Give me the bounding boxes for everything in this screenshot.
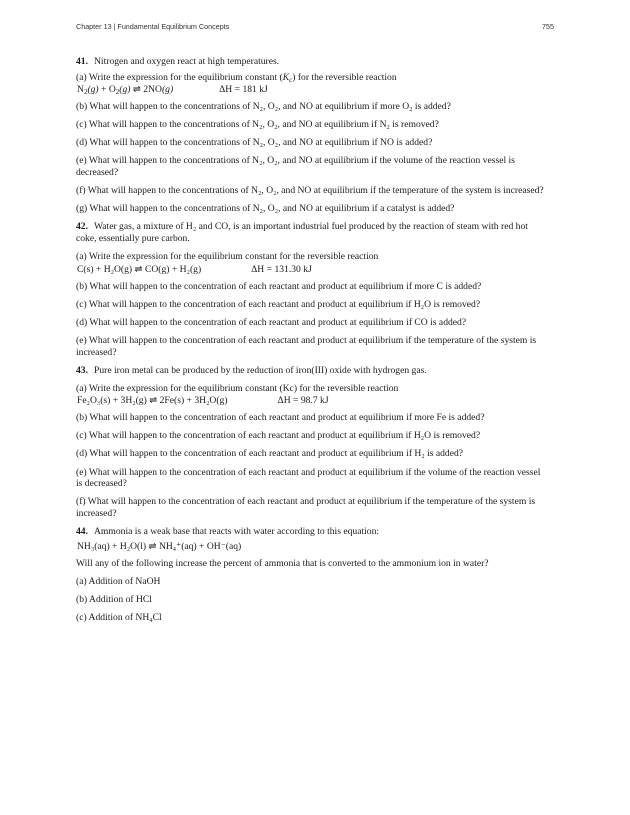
question-43-intro	[76, 365, 548, 377]
question-41-part-c: (c) What will happen to the concentrations of N₂, O₂, and NO at equilibrium if N₂ is removed?	[76, 119, 439, 131]
question-44-part-a: (a) Addition of NaOH	[76, 575, 161, 587]
question-43-part-e: (e) What will happen to the concentration of each reactant and product at equilibrium if the volume of the reaction vessel is decreased?	[76, 466, 541, 490]
question-43-part-a: (a) Write the expression for the equilibrium constant (Kc) for the reversible reaction	[76, 382, 399, 394]
question-42-enthalpy: ΔH = 131.30 kJ	[251, 263, 312, 275]
question-43-part-c: (c) What will happen to the concentration of each reactant and product at equilibrium if H₂O is removed?	[76, 430, 481, 442]
question-42-part-d: (d) What will happen to the concentration of each reactant and product at equilibrium if CO is added?	[76, 316, 467, 328]
question-41-part-f: (f) What will happen to the concentrations of N₂, O₂, and NO at equilibrium if the temperature of the system is increased?	[76, 185, 544, 197]
question-41-part-a: (a) Write the expression for the equilibrium constant $(K_c)$ for the reversible reaction	[76, 71, 397, 84]
question-41-number: 41.	[76, 56, 88, 67]
question-41-enthalpy: ΔH = 181 kJ	[219, 84, 268, 96]
question-43-number: 43.	[76, 364, 88, 376]
question-41-intro	[76, 56, 548, 68]
question-43-equation: Fe₂O₃(s) + 3H₂(g) ⇌ 2Fe(s) + 3H₂O(g) ΔH = 98.7 kJ	[77, 395, 329, 407]
question-44-number: 44.	[76, 525, 88, 537]
question-42-equation: C(s) + H₂O(g) ⇌ CO(g) + H₂(g) ΔH = 131.30 kJ	[77, 263, 312, 275]
question-44-equation: NH₃(aq) + H₂O(l) ⇌ NH₄⁺(aq) + OH⁻(aq)	[77, 540, 242, 552]
question-41-part-b: (b) What will happen to the concentrations of N₂, O₂, and NO at equilibrium if more O₂ is added?	[76, 101, 451, 113]
question-41-text: Nitrogen and oxygen react at high temperatures.	[94, 56, 280, 67]
question-42-intro	[76, 221, 548, 244]
question-41-part-d: (d) What will happen to the concentrations of N₂, O₂, and NO at equilibrium if NO is added?	[76, 137, 433, 149]
question-43-part-f: (f) What will happen to the concentration of each reactant and product at equilibrium if the temperature of the system is increased?	[76, 496, 536, 519]
question-42-part-b: (b) What will happen to the concentration of each reactant and product at equilibrium if more C is added?	[76, 280, 482, 292]
question-44-part-b: (b) Addition of HCl	[76, 593, 152, 605]
question-42-text: Water gas, a mixture of H₂ and CO, is an important industrial fuel produced by the reaction of steam with red hot coke, essentially pure carbon.	[76, 221, 528, 244]
question-42-part-a: (a) Write the expression for the equilibrium constant for the reversible reaction	[76, 251, 379, 263]
page-number: 755	[542, 22, 554, 31]
question-43-part-b: (b) What will happen to the concentration of each reactant and product at equilibrium if more Fe is added?	[76, 412, 485, 424]
question-44-question: Will any of the following increase the percent of ammonia that is converted to the ammonium ion in water?	[76, 557, 489, 569]
question-43-enthalpy: ΔH = 98.7 kJ	[277, 395, 329, 407]
chapter-title: Chapter 13 | Fundamental Equilibrium Concepts	[76, 22, 230, 31]
question-42-number: 42.	[76, 221, 88, 233]
question-44-text: Ammonia is a weak base that reacts with water according to this equation:	[94, 525, 380, 537]
question-41-part-g: (g) What will happen to the concentrations of N₂, O₂, and NO at equilibrium if a catalyst is added?	[76, 203, 455, 215]
question-44-part-c: (c) Addition of NH₄Cl	[76, 611, 162, 623]
question-43-part-d: (d) What will happen to the concentration of each reactant and product at equilibrium if H₂ is added?	[76, 448, 464, 460]
question-44-intro	[76, 526, 548, 538]
question-41-equation: $N_2(g) + O_2(g)$ ⇌ 2NO(g) ΔH = 181 kJ	[77, 84, 268, 97]
question-41-part-e: (e) What will happen to the concentrations of N₂, O₂, and NO at equilibrium if the volume of the reaction vessel is decreased?	[76, 155, 515, 179]
question-42-part-e: (e) What will happen to the concentration of each reactant and product at equilibrium if the temperature of the system is increased?	[76, 334, 537, 358]
question-42-part-c: (c) What will happen to the concentration of each reactant and product at equilibrium if H₂O is removed?	[76, 298, 481, 310]
question-43-text: Pure iron metal can be produced by the reduction of iron(III) oxide with hydrogen gas.	[94, 364, 427, 376]
page-content	[76, 56, 548, 630]
